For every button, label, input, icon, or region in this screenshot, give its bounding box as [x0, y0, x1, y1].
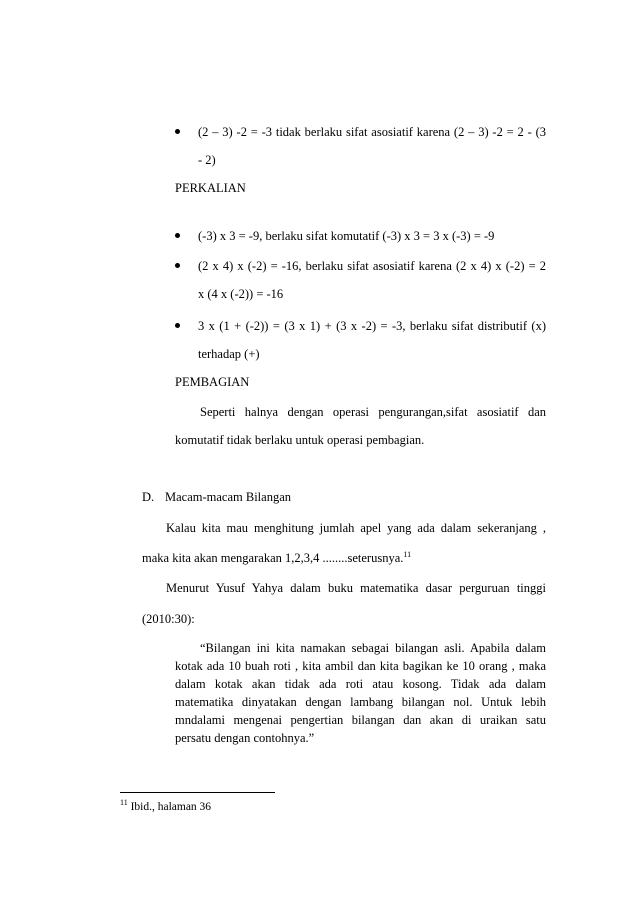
- quote-line: mndalami mengenai pengertian bilangan dan akan di uraikan satu: [175, 713, 546, 727]
- bullet-text: 3 x (1 + (-2)) = (3 x 1) + (3 x -2) = -3, berlaku sifat distributif (x): [198, 319, 546, 333]
- quote-line: “Bilangan ini kita namakan sebagai bilangan asli. Apabila dalam: [200, 641, 546, 655]
- paragraph-line: Seperti halnya dengan operasi pengurangan,sifat asosiatif dan: [200, 405, 546, 419]
- bullet-text-cont: - 2): [198, 153, 216, 167]
- paragraph-line: Kalau kita mau menghitung jumlah apel yang ada dalam sekeranjang ,: [166, 521, 546, 535]
- footnote-number: 11: [120, 798, 128, 808]
- bullet-text: (2 x 4) x (-2) = -16, berlaku sifat asosiatif karena (2 x 4) x (-2) = 2: [198, 259, 546, 273]
- bullet-icon: [175, 129, 180, 134]
- bullet-text: (2 – 3) -2 = -3 tidak berlaku sifat asosiatif karena (2 – 3) -2 = 2 - (3: [198, 125, 546, 139]
- footnote-ref: 11: [403, 549, 412, 559]
- quote-line: kotak ada 10 buah roti , kita ambil dan kita bagikan ke 10 orang , maka: [175, 659, 546, 673]
- footnote-text: Ibid., halaman 36: [130, 801, 212, 813]
- bullet-icon: [175, 263, 180, 268]
- paragraph-line: Menurut Yusuf Yahya dalam buku matematika dasar perguruan tinggi: [166, 581, 546, 595]
- paragraph-line: [142, 550, 411, 566]
- paragraph-text: maka kita akan mengarakan 1,2,3,4 ........seterusnya.: [142, 551, 404, 565]
- bullet-text: (-3) x 3 = -9, berlaku sifat komutatif (-3) x 3 = 3 x (-3) = -9: [198, 229, 495, 243]
- footnote: [120, 799, 211, 815]
- bullet-text-cont: terhadap (+): [198, 347, 260, 361]
- bullet-icon: [175, 323, 180, 328]
- paragraph-line: (2010:30):: [142, 612, 195, 626]
- heading-pembagian: PEMBAGIAN: [175, 375, 250, 389]
- footnote-divider: [120, 792, 275, 793]
- bullet-text-cont: x (4 x (-2)) = -16: [198, 287, 284, 301]
- section-title: Macam-macam Bilangan: [165, 490, 291, 504]
- quote-line: dalam kotak akan tidak ada roti atau kosong. Tidak ada dalam: [175, 677, 546, 691]
- quote-line: matematika dinyatakan dengan lambang bilangan nol. Untuk lebih: [175, 695, 546, 709]
- paragraph-line: komutatif tidak berlaku untuk operasi pembagian.: [175, 433, 425, 447]
- quote-line: persatu dengan contohnya.”: [175, 731, 315, 745]
- bullet-icon: [175, 233, 180, 238]
- section-marker: D.: [142, 490, 155, 504]
- heading-perkalian: PERKALIAN: [175, 181, 246, 195]
